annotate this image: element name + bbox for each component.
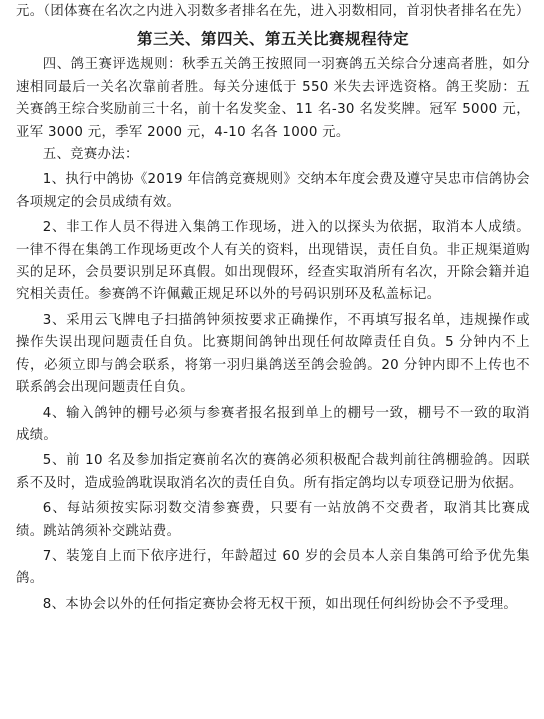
rule-item-6: 6、每站须按实际羽数交清参赛费，只要有一站放鸽不交费者，取消其比赛成绩。跳站鸽须补交跳站费。 <box>16 501 530 539</box>
paragraph-pigeon-king-rules: 四、鸽王赛评选规则：秋季五关鸽王按照同一羽赛鸽五关综合分速高者胜，如分速相同最后一关名次靠前者胜。每关分速低于 550 米失去评选资格。鸽王奖励：五关赛鸽王综合奖励前三十名，前十名发奖金、11 名-30 名发奖牌。冠军 5000 元，亚军 3000 元，季军 2000 元，4-10 名各 1000 元。 <box>16 57 530 140</box>
rule-item-8: 8、本协会以外的任何指定赛协会将无权干预，如出现任何纠纷协会不予受理。 <box>42 596 518 612</box>
rule-item-5: 5、前 10 名及参加指定赛前名次的赛鸽必须积极配合裁判前往鸽棚验鸽。因联系不及时，造成验鸽耽误取消名次的责任自负。所有指定鸽均以专项登记册为依据。 <box>16 453 530 491</box>
rule-item-2: 2、非工作人员不得进入集鸽工作现场，进入的以探头为依据，取消本人成绩。一律不得在集鸽工作现场更改个人有关的资料，出现错误，责任自负。非正规渠道购买的足环，会员要识别足环真假。如出现假环，经查实取消所有名次，开除会籍并追究相关责任。参赛鸽不许佩戴正规足环以外的号码识别环及私盖标记。 <box>16 220 530 303</box>
rule-item-4: 4、输入鸽钟的棚号必须与参赛者报名报到单上的棚号一致，棚号不一致的取消成绩。 <box>16 405 530 443</box>
rule-item-3: 3、采用云飞牌电子扫描鸽钟须按要求正确操作，不再填写报名单，违规操作或操作失误出现问题责任自负。比赛期间鸽钟出现任何故障责任自负。5 分钟内不上传，必须立即与鸽会联系，将第一羽归巢鸽送至鸽会验鸽。20 分钟内即不上传也不联系鸽会出现问题责任自负。 <box>16 312 530 396</box>
section-title: 第三关、第四关、第五关比赛规程待定 <box>136 30 409 49</box>
rule-item-7: 7、装笼自上而下依序进行，年龄超过 60 岁的会员本人亲自集鸽可给予优先集鸽。 <box>16 548 530 587</box>
document-page <box>0 1 544 719</box>
top-paragraph: 元。（团体赛在名次之内进入羽数多者排名在先，进入羽数相同，首羽快者排名在先） <box>16 4 530 19</box>
paragraph-competition-methods: 五、竞赛办法： <box>42 147 139 163</box>
rule-item-1: 1、执行中鸽协《2019 年信鸽竞赛规则》交纳本年度会费及遵守吴忠市信鸽协会各项规定的会员成绩有效。 <box>16 172 530 210</box>
